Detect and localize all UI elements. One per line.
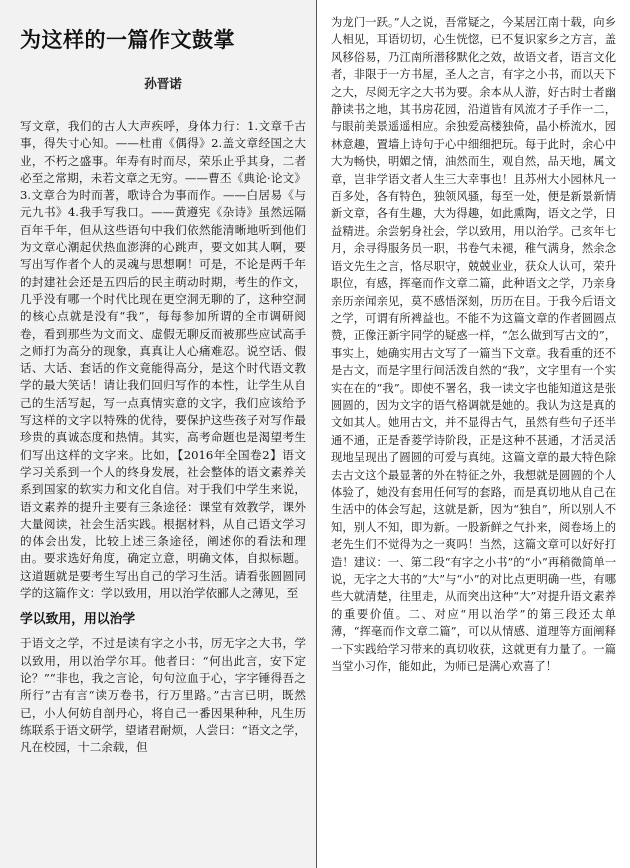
article-title: 为这样的一篇作文鼓掌 xyxy=(20,28,235,52)
left-body-text: 写文章，我们的古人大声疾呼，身体力行：1.文章千古事，得失寸心知。——杜甫《偶得》2.盖文章经国之大业，不朽之盛事。年寿有时而尽，荣乐止乎其身，二者必至之常期，未若文章之无穷。——曹丕《典论·论文》3.文章合为时而著，歌诗合为事而作。——白居易《与元九书》4.我手写我口。——黄遵宪《杂诗》虽然远隔百年千年，但从这些语句中我们依然能清晰地听到他们为文章心潮起伏热血澎湃的心跳声，要文如其人啊，要写出写作者个人的灵魂与思想啊！可是，不论是两千年的封建社会还是五四后的民主萌动时期，考生的作文，几乎没有哪一个时代比现在更空洞无聊的了，这种空洞的核心点就是没有“我”，每每参加所谓的全市调研阅卷，看到那些为文而文、虚假无聊反而被那些应试高手之师打为高分的现象，真真让人心痛难忍。说空话、假话、大话、套话的作文竟能得高分，是这个时代语文教学的最大笑话！请让我们回归写作的本性，让学生从自己的生活写起，写一点真情实意的文字，我们应该给予写这样的文字以特殊的优待，要保护这些孩子对写作最珍贵的真诚态度和热情。其实，高考命题也是渴望考生们写出这样的文字来。比如，【2016年全国卷2】语文学习关系到一个人的终身发展，社会整体的语文素养关系到国家的软实力和文化自信。对于我们中学生来说，语文素养的提升主要有三条途径：课堂有效教学，课外大量阅读，社会生活实践。根据材料，从自己语文学习的体会出发，比较上述三条途径，阐述你的看法和理由。要求选好角度，确定立意，明确文体，自拟标题。这道题就是要考生写出自己的学习生活。请看张圆圆同学的这篇作文：学以致用，用以治学依郦人之薄见，至 xyxy=(20,119,306,601)
left-tail-text: 于语文之学，不过是读有字之小书，厉无字之大书，学以致用，用以治学尔耳。他者曰：“何出此言，安下定论？”“非也，我之言论，句句泣血于心，字字锤得吾之所行”古有言“读万卷书，行万里路。”古言已明，既然已，小人何妨自剖丹心，将自己一番因果种种，凡生历练联系于语文研学，望诸君耐烦，人尝曰：“语文之学，凡在校园，十二余载，但 xyxy=(20,636,306,755)
author-name: 孙晋诺 xyxy=(144,76,182,91)
right-column xyxy=(317,0,630,868)
right-body-text: 为龙门一跃。”人之说，吾常疑之，今某居江南十载，向乡人相见，耳语切切，心生恍惚，已不复识家乡之方言，盖风移俗易，乃江南所潜移默化之效，故语文者，语言文化者，非限于一方书屋，圣人之言，有字之小书，而以天下之大，尽阅无字之大书为要。余本从人游，好古时士者幽静读书之地，其书房花园，沿道皆有风流才子手作一二，与眼前美景遥遥相应。余独爱高楼独倚，晶小桥流水，园林意趣，置墙上诗句于心中细细把玩。每于此时，余心中大为畅快，明媚之情，油然而生，观自然，品天地，属文章，岂非学语文者人生三大幸事也！且苏州大小园林凡一百多处，各有特色，独领风骚，每至一处，便是新景新情新文章，各有生趣，大为得趣，如此熏陶，语文之学，日益精进。余尝躬身社会，学以致用，用以治学。己亥年七月，余寻得服务员一职，书卷气未褪，稚气满身，然余念语文先生之言，恪尽职守，兢兢业业，获众人认可，荣升职位，有感，挥毫而作文章二篇，此种语文之学，乃亲身亲历亲闻亲见，莫不感悟深刻，历历在目。于我今后语文之学，可谓有所裨益也。不能不为这篇文章的作者圆圆点赞，正像汪新宇同学的疑惑一样，“怎么做到写古文的”，事实上，她确实用古文写了一篇当下文章。我看重的还不是古文，而是字里行间活泼自然的“我”，文字里有一个实实在在的“我”。即使不署名，我一读文字也能知道这是张圆圆的，因为文字的语气格调就是她的。我认为这是真的文如其人。她用古文，并不显得古气，虽然有些句子还半通不通，正是香菱学诗阶段，正是这种不甚通，才活灵活现地呈现出了圆圆的可爱与真纯。这篇文章的最大特色除去古文这个最显著的外在特征之外，我想就是圆圆的个人体验了，她没有套用任何写的套路，而是真切地从自己在生活中的体会写起，这就是新，因为“独自”，所以别人不知，别人不知，即为新。一股新鲜之气扑来，阅卷场上的老先生们不觉得为之一爽吗！当然，这篇文章可以好好打造！建议：一、第二段“有字之小书”的“小”再稍微简单一说，无字之大书的“大”与“小”的对比点更明确一些，有哪些大就清楚，往里走，从而突出这种“大”对提升语文素养的重要价值。二、对应“用以治学”的第三段还太单薄，“挥毫而作文章二篇”，可以从情感、道理等方面阐释一下实践给学习带来的真切收获，这就更有力量了。一篇当堂小习作，能如此，为师已是满心欢喜了！ xyxy=(331,16,616,674)
essay-subheading: 学以致用，用以治学 xyxy=(20,612,136,628)
